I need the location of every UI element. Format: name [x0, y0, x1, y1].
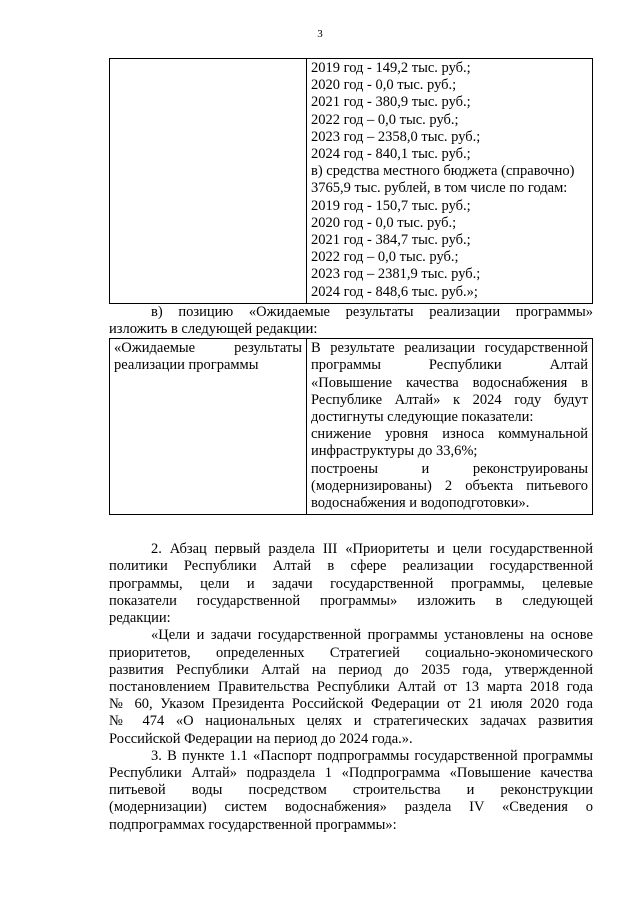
value-line: «Повышение качества водоснабжения в [311, 374, 588, 391]
budget-line: 2020 год - 0,0 тыс. руб.; [311, 214, 457, 231]
section-2-line: политики Республики Алтай в сфере реализации государственной [109, 558, 593, 575]
budget-line: 2024 год - 848,6 тыс. руб.»; [311, 283, 478, 300]
budget-line: 2021 год - 380,9 тыс. руб.; [311, 94, 471, 111]
quote-line: приоритетов, определенных Стратегией социально-экономического [109, 644, 593, 661]
expected-results-label-cell [110, 339, 307, 515]
budget-line: 2021 год - 384,7 тыс. руб.; [311, 232, 471, 249]
budget-table [109, 58, 593, 304]
expected-results-value-cell [307, 339, 593, 515]
budget-line: 2022 год – 0,0 тыс. руб.; [311, 249, 459, 266]
section-3-line: Республики Алтай» подраздела 1 «Подпрограмма «Повышение качества [109, 764, 593, 781]
value-line: достигнуты следующие показатели: [311, 409, 534, 426]
quote-line: Российской Федерации на период до 2024 года.». [109, 730, 413, 747]
budget-line: 2024 год - 840,1 тыс. руб.; [311, 146, 471, 163]
section-2-line: показатели государственной программы» изложить в следующей [109, 592, 593, 609]
section-2-line: редакции: [109, 610, 171, 627]
value-line: (модернизированы) 2 объекта питьевого [311, 477, 588, 494]
budget-line: 2019 год - 149,2 тыс. руб.; [311, 60, 471, 76]
item-v-paragraph [109, 304, 593, 338]
value-line: водоснабжения и водоподготовки». [311, 495, 530, 512]
section-3-paragraph [109, 748, 593, 834]
section-3-line: (модернизации) систем водоснабжения» раздела IV «Сведения о [109, 799, 593, 816]
value-line: снижение уровня износа коммунальной [311, 426, 588, 443]
budget-line: 3765,9 тыс. рублей, в том числе по годам: [311, 180, 568, 197]
expected-results-table [109, 338, 593, 515]
spacer [109, 515, 593, 541]
budget-line: 2022 год – 0,0 тыс. руб.; [311, 111, 459, 128]
budget-line: 2023 год – 2358,0 тыс. руб.; [311, 128, 481, 145]
section-2-line: 2. Абзац первый раздела III «Приоритеты и цели государственной [151, 541, 593, 558]
section-3-line: питьевой воды посредством строительства и реконструкции [109, 782, 593, 799]
quote-line: № 474 «О национальных целях и стратегических задачах развития [109, 713, 593, 730]
item-v-line: изложить в следующей редакции: [109, 321, 318, 338]
budget-line: 2019 год - 150,7 тыс. руб.; [311, 197, 471, 214]
label-line: реализации программы [114, 357, 259, 374]
budget-line: в) средства местного бюджета (справочно) [311, 163, 575, 180]
value-line: инфраструктуры до 33,6%; [311, 443, 478, 460]
budget-line: 2023 год – 2381,9 тыс. руб.; [311, 266, 481, 283]
budget-line: 2020 год - 0,0 тыс. руб.; [311, 77, 457, 94]
budget-table-right-cell [307, 59, 593, 304]
value-line: программы Республики Алтай [311, 357, 588, 374]
label-line: «Ожидаемые результаты [114, 340, 302, 357]
document-body [109, 58, 593, 834]
section-3-line: 3. В пункте 1.1 «Паспорт подпрограммы государственной программы [151, 747, 593, 764]
quote-line: развития Республики Алтай на период до 2035 года, утвержденной [109, 661, 593, 678]
quote-paragraph [109, 627, 593, 747]
quote-line: № 60, Указом Президента Российской Федерации от 21 июля 2020 года [109, 696, 593, 713]
page-number: 3 [317, 28, 323, 40]
section-3-line: подпрограммах государственной программы»: [109, 816, 397, 833]
section-2-line: программы, цели и задачи государственной программы, целевые [109, 575, 593, 592]
quote-line: «Цели и задачи государственной программы установлены на основе [151, 627, 593, 644]
value-line: построены и реконструированы [311, 460, 588, 477]
item-v-line: в) позицию «Ожидаемые результаты реализации программы» [151, 303, 593, 320]
value-line: Республике Алтай» к 2024 году будут [311, 391, 588, 408]
section-2-paragraph [109, 541, 593, 627]
quote-line: постановлением Правительства Республики Алтай от 13 марта 2018 года [109, 678, 593, 695]
value-line: В результате реализации государственной [311, 340, 588, 357]
budget-table-left-cell [110, 59, 307, 304]
